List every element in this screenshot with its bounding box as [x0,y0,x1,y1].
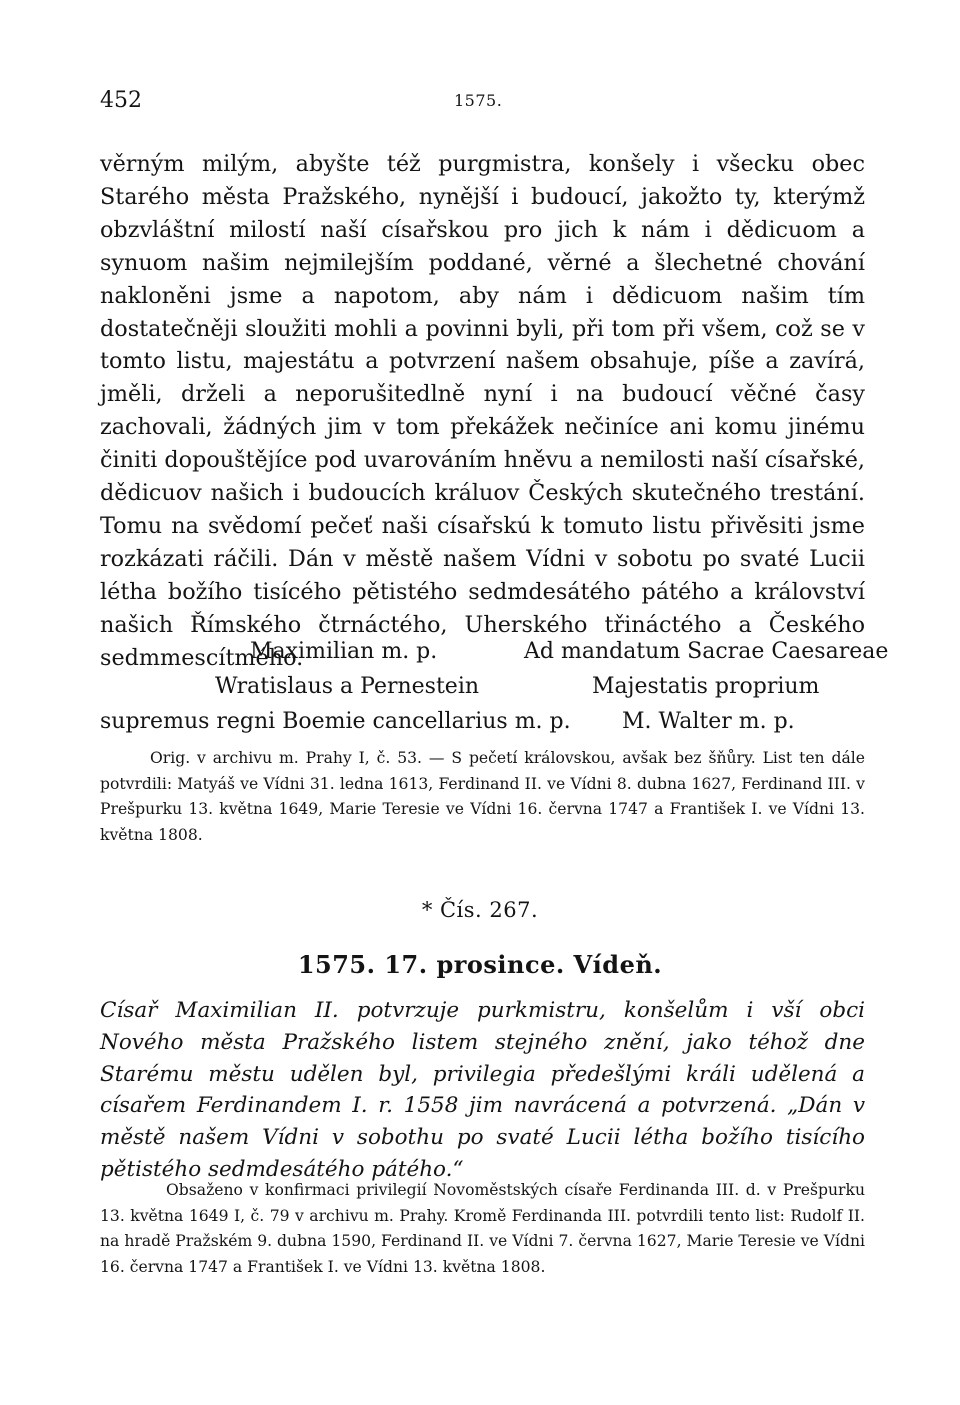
signature-secretary: M. Walter m. p. [622,709,795,734]
archival-note-2 [100,1178,865,1280]
archival-note [100,746,865,848]
page-number: 452 [100,88,142,113]
archival-note-2-text: Obsaženo v konfirmaci privilegií Novoměstských císaře Ferdinanda III. d. v Prešpurku 13. května 1649 I, č. 79 v archivu m. Prahy. Kromě Ferdinanda III. potvrdili tento list: Rudolf II. na hradě Pražském 9. dubna 1590, Ferdinand II. ve Vídni 7. června 1627, Marie Teresie ve Vídni 16. června 1747 a František I. ve Vídni 13. května 1808. [100,1181,865,1276]
regest-text: Císař Maximilian II. potvrzuje purkmistru, konšelům i vší obci Nového města Pražského listem stejného znění, jako téhož dne Starému městu udělen byl, privilegia předešlými králi udělená a císařem Ferdinandem I. r. 1558 jim navrácená a potvrzená. „Dán v městě našem Vídni v sobothu po svaté Lucii létha božího tisícího pětistého sedmdesátého pátého.“ [100,998,865,1182]
signature-row [100,634,889,669]
signature-emperor: Maximilian m. p. [250,639,438,664]
document-date-place: 1575. 17. prosince. Vídeň. [297,950,663,979]
archival-note-text: Orig. v archivu m. Prahy I, č. 53. — S pečetí královskou, avšak bez šňůry. List ten dále potvrdili: Matyáš ve Vídni 31. ledna 1613, Ferdinand II. ve Vídni 8. dubna 1627, Ferdinand III. v Prešpurku 13. května 1649, Marie Teresie ve Vídni 16. června 1747 a František I. ve Vídni 13. května 1808. [100,749,865,844]
charter-paragraph: věrným milým, abyšte též purgmistra, konšely i všecku obec Starého města Pražského, nynější i budoucí, jakožto ty, kterýmž obzvláštní milostí naší císařskou pro jich k nám i dědicuom a synuom našim nejmilejším poddané, věrné a šlechetné chování nakloněni jsme a napotom, aby nám i dědicuom našim tím dostatečněji sloužiti mohli a povinni byli, při tom při všem, což se v tomto listu, majestátu a potvrzení našem obsahuje, píše a zavírá, jměli, drželi a neporušitedlně nyní i na budoucí věčné časy zachovali, žádných jim v tom překážek nečiníce ani komu jinému činiti dopouštějíce pod uvarováním hněvu a nemilosti naší císařské, dědicuov našich i budoucích králuov Českých skutečného trestání. Tomu na svědomí pečeť naši císařskú k tomuto listu přivěsiti jsme rozkázati ráčili. Dán v městě našem Vídni v sobotu po svaté Lucii létha božího tisícého pětistého sedmdesátého pátého a království našich Římského čtrnáctého, Uherského třináctého a Českého sedmmescítmého. [100,151,865,671]
signature-mandate-cont: Majestatis proprium [592,674,820,699]
charter-text [100,148,865,675]
signature-row [100,669,865,704]
signature-block [100,634,889,739]
signature-mandate: Ad mandatum Sacrae Caesareae [524,639,889,664]
signature-chancellor-title: supremus regni Boemie cancellarius m. p. [100,709,571,734]
running-head-year: 1575. [454,91,503,110]
running-head [100,88,865,118]
document-number: * Čís. 267. [421,898,539,922]
signature-row [100,704,865,739]
regest-summary [100,995,865,1186]
signature-chancellor-name: Wratislaus a Pernestein [215,674,480,699]
